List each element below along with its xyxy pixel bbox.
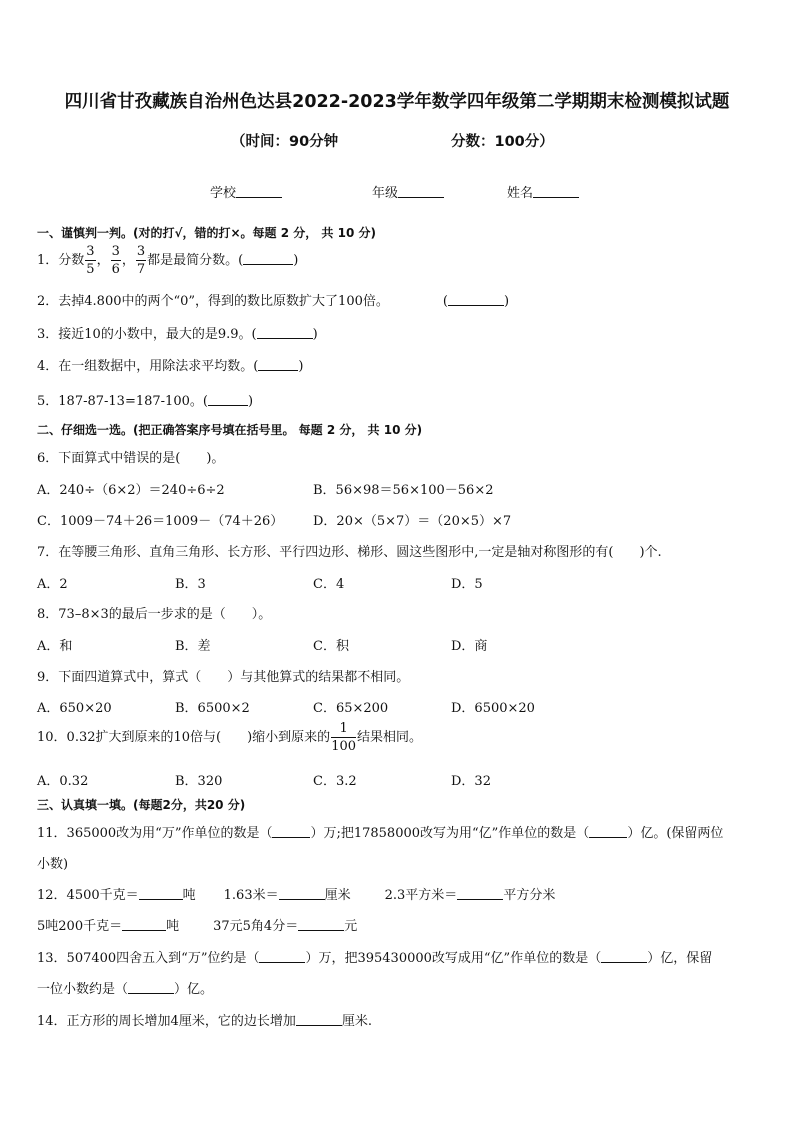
section2-heading: 二、仔细选一选。(把正确答案序号填在括号里。 每题 2 分， 共 10 分): [37, 423, 423, 437]
q3-text: 3．接近10的小数中，最大的是9.9。(: [37, 327, 257, 342]
question-13: 13．507400四舍五入到“万”位约是（ ）万，把395430000改写成用“亿”作单位的数是（ ）亿，保留: [37, 951, 713, 966]
school-field: [210, 182, 282, 201]
q1-prefix: 1．分数: [37, 253, 85, 268]
question-12-cont: 5吨200千克＝ 吨 37元5角4分＝ 元: [37, 919, 358, 934]
name-field: [507, 182, 579, 201]
question-4: 4．在一组数据中，用除法求平均数。( ): [37, 359, 304, 374]
q1-fraction-3: $\frac{3}{7}$: [136, 244, 146, 277]
q12-blank-2[interactable]: [279, 887, 325, 900]
q10-prefix: 10．0.32扩大到原来的10倍与( )缩小到原来的: [37, 730, 331, 745]
question-13-cont: 一位小数约是（ ）亿。: [37, 982, 214, 997]
q1-answer-blank[interactable]: [243, 252, 293, 265]
q10-option-c[interactable]: C．3.2: [313, 774, 357, 789]
q11-blank-2[interactable]: [589, 825, 627, 838]
q2-answer-blank[interactable]: [448, 293, 504, 306]
q6-option-b[interactable]: B．56×98＝56×100－56×2: [313, 483, 494, 498]
school-blank[interactable]: [236, 185, 282, 198]
q10-fraction: $\frac{1}{100}$: [331, 721, 357, 754]
page-title: 四川省甘孜藏族自治州色达县2022-2023学年数学四年级第二学期期末检测模拟试题: [64, 92, 730, 112]
q12-blank-5[interactable]: [298, 918, 344, 931]
q9-option-b[interactable]: B．6500×2: [175, 701, 250, 716]
question-6: 6．下面算式中错误的是( )。: [37, 451, 225, 466]
q8-option-d[interactable]: D．商: [451, 639, 488, 654]
q13-blank-3[interactable]: [128, 981, 174, 994]
grade-blank[interactable]: [398, 185, 444, 198]
q11-blank-1[interactable]: [272, 825, 310, 838]
q6-option-d[interactable]: D．20×（5×7）＝（20×5）×7: [313, 514, 512, 529]
q13-blank-1[interactable]: [259, 950, 305, 963]
q1-fraction-1: $\frac{3}{5}$: [86, 244, 95, 277]
q13-blank-2[interactable]: [601, 950, 647, 963]
q1-fraction-2: $\frac{3}{6}$: [111, 244, 120, 277]
q2-text: 2．去掉4.800中的两个“0”，得到的数比原数扩大了100倍。: [37, 294, 389, 309]
question-11: 11．365000改为用“万”作单位的数是（ ）万;把17858000改写为用“亿”作单位的数是（ ）亿。(保留两位: [37, 826, 724, 841]
question-7: 7．在等腰三角形、直角三角形、长方形、平行四边形、梯形、圆这些图形中,一定是轴对称图形的有( )个.: [37, 545, 662, 560]
q8-option-a[interactable]: A．和: [37, 639, 73, 654]
q14-blank[interactable]: [296, 1013, 342, 1026]
q6-option-a[interactable]: A．240÷（6×2）＝240÷6÷2: [37, 483, 225, 498]
q10-option-b[interactable]: B．320: [175, 774, 223, 789]
q10-suffix: 结果相同。: [357, 730, 423, 745]
question-8: 8．73–8×3的最后一步求的是（ ）。: [37, 607, 272, 622]
q8-option-b[interactable]: B．差: [175, 639, 211, 654]
score-info: 分数：100分）: [451, 134, 554, 150]
time-info: （时间：90分钟: [231, 134, 339, 150]
q12-blank-1[interactable]: [139, 887, 183, 900]
q10-option-a[interactable]: A．0.32: [37, 774, 89, 789]
q1-text: 都是最简分数。(: [147, 253, 244, 268]
q12-blank-4[interactable]: [122, 918, 166, 931]
q7-option-c[interactable]: C．4: [313, 577, 345, 592]
name-label: 姓名: [507, 186, 534, 201]
q4-text: 4．在一组数据中，用除法求平均数。(: [37, 359, 259, 374]
q7-option-b[interactable]: B．3: [175, 577, 206, 592]
q9-option-d[interactable]: D．6500×20: [451, 701, 535, 716]
question-3: 3．接近10的小数中，最大的是9.9。( ): [37, 327, 318, 342]
q7-option-a[interactable]: A．2: [37, 577, 68, 592]
school-label: 学校: [210, 186, 237, 201]
q12-blank-3[interactable]: [457, 887, 503, 900]
name-blank[interactable]: [533, 185, 579, 198]
q8-option-c[interactable]: C．积: [313, 639, 349, 654]
question-14: 14．正方形的周长增加4厘米，它的边长增加 厘米.: [37, 1014, 372, 1029]
question-1: 1．分数 $\frac{3}{5}$ ， $\frac{3}{6}$ ， $\frac{3}{7}$ 都是最简分数。( ): [37, 244, 299, 277]
q5-text: 5．187-87-13=187-100。(: [37, 394, 208, 409]
q7-option-d[interactable]: D．5: [451, 577, 483, 592]
q5-answer-blank[interactable]: [208, 393, 248, 406]
q4-answer-blank[interactable]: [258, 358, 298, 371]
q6-option-c[interactable]: C．1009－74＋26＝1009－（74＋26）: [37, 514, 284, 529]
q10-option-d[interactable]: D．32: [451, 774, 491, 789]
section3-heading: 三、认真填一填。(每题2分，共20 分): [37, 798, 246, 812]
question-10: [37, 722, 422, 753]
question-12: 12．4500千克＝ 吨 1.63米＝ 厘米 2.3平方米＝ 平方分米: [37, 888, 556, 903]
question-2: 2．去掉4.800中的两个“0”，得到的数比原数扩大了100倍。 ( ): [37, 294, 510, 309]
question-9: 9．下面四道算式中，算式（ ）与其他算式的结果都不相同。: [37, 670, 410, 685]
question-5: 5．187-87-13=187-100。( ): [37, 394, 254, 409]
q9-option-a[interactable]: A．650×20: [37, 701, 112, 716]
q9-option-c[interactable]: C．65×200: [313, 701, 389, 716]
grade-label: 年级: [372, 186, 399, 201]
grade-field: [372, 182, 444, 201]
question-11-cont: 小数): [37, 857, 69, 872]
section1-heading: 一、谨慎判一判。(对的打√，错的打×。每题 2 分， 共 10 分): [37, 226, 376, 240]
q3-answer-blank[interactable]: [257, 326, 313, 339]
